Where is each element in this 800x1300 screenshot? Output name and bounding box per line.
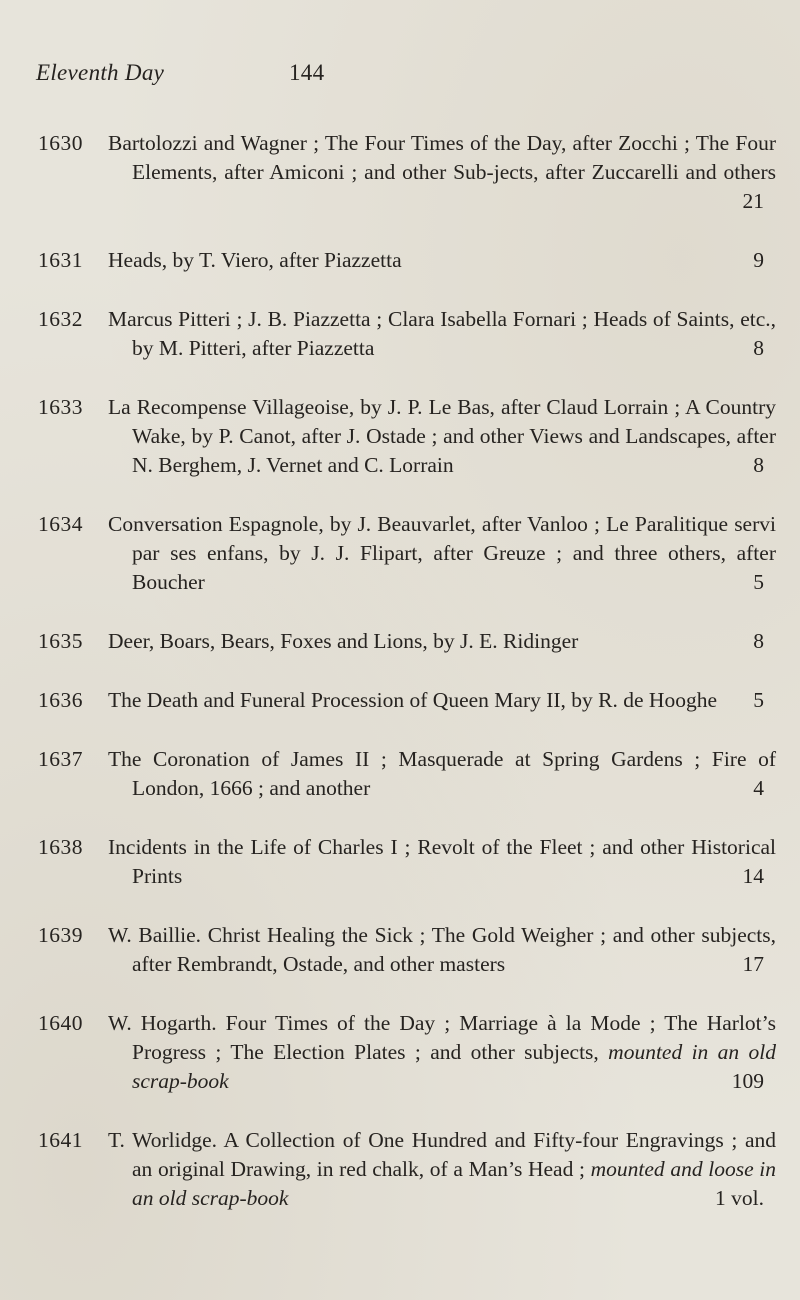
lot-description: Incidents in the Life of Charles I ; Revolt of the Fleet ; and other Historical Prints xyxy=(108,835,776,888)
lot-quantity: 8 xyxy=(753,336,764,360)
lot-quantity: 17 xyxy=(742,952,764,976)
lot-entry xyxy=(0,510,800,597)
lot-number: 1635 xyxy=(38,629,83,653)
lot-description: The Death and Funeral Procession of Queen Mary II, by R. de Hooghe xyxy=(108,688,718,712)
lot-quantity: 8 xyxy=(753,629,764,653)
lot-number: 1636 xyxy=(38,688,83,712)
lot-description: La Recompense Villageoise, by J. P. Le Bas, after Claud Lorrain ; A Country Wake, by P. Canot, after J. Ostade ; and other Views and Landscapes, after N. Berghem, J. Vernet and C. Lorrain xyxy=(108,395,776,477)
lot-description: T. Worlidge. A Collection of One Hundred and Fifty-four Engravings ; and an original Drawing, in red chalk, of a Man’s Head ; mounted and loose in an old scrap-book xyxy=(108,1128,776,1210)
lot-entry xyxy=(0,1009,800,1096)
lot-description: Marcus Pitteri ; J. B. Piazzetta ; Clara Isabella Fornari ; Heads of Saints, etc., by M. Pitteri, after Piazzetta xyxy=(108,307,776,360)
lot-description: The Coronation of James II ; Masquerade at Spring Gardens ; Fire of London, 1666 ; and another xyxy=(108,747,776,800)
lot-number: 1640 xyxy=(38,1011,83,1035)
lot-description: Bartolozzi and Wagner ; The Four Times of the Day, after Zocchi ; The Four Elements, after Amiconi ; and other Sub-jects, after Zuccarelli and others xyxy=(108,131,776,184)
lot-list xyxy=(0,129,800,1243)
lot-quantity: 5 xyxy=(753,570,764,594)
lot-quantity: 9 xyxy=(753,248,764,272)
lot-quantity: 14 xyxy=(742,864,764,888)
lot-description: W. Baillie. Christ Healing the Sick ; The Gold Weigher ; and other subjects, after Rembrandt, Ostade, and other masters xyxy=(108,923,776,976)
lot-italic-note: mounted and loose in an old scrap-book xyxy=(132,1157,776,1210)
lot-entry xyxy=(0,393,800,480)
lot-number: 1630 xyxy=(38,131,83,155)
lot-entry xyxy=(0,921,800,979)
lot-quantity: 5 xyxy=(753,688,764,712)
running-head-title: Eleventh Day xyxy=(36,60,165,85)
lot-description: Deer, Boars, Bears, Foxes and Lions, by J. E. Ridinger xyxy=(108,629,579,653)
lot-quantity: 109 xyxy=(731,1069,764,1093)
lot-number: 1631 xyxy=(38,248,83,272)
lot-description: Heads, by T. Viero, after Piazzetta xyxy=(108,248,402,272)
lot-entry xyxy=(0,686,800,715)
lot-number: 1639 xyxy=(38,923,83,947)
lot-entry xyxy=(0,627,800,656)
lot-entry xyxy=(0,129,800,216)
lot-quantity: 1 vol. xyxy=(715,1186,764,1210)
lot-number: 1641 xyxy=(38,1128,83,1152)
lot-number: 1633 xyxy=(38,395,83,419)
lot-entry xyxy=(0,246,800,275)
lot-description: W. Hogarth. Four Times of the Day ; Marriage à la Mode ; The Harlot’s Progress ; The Election Plates ; and other subjects, mounted in an old scrap-book xyxy=(108,1011,776,1093)
lot-number: 1638 xyxy=(38,835,83,859)
lot-quantity: 4 xyxy=(753,776,764,800)
lot-entry xyxy=(0,305,800,363)
page-number: 144 xyxy=(289,60,325,85)
lot-entry xyxy=(0,833,800,891)
lot-entry xyxy=(0,745,800,803)
lot-description: Conversation Espagnole, by J. Beauvarlet, after Vanloo ; Le Paralitique servi par ses enfans, by J. J. Flipart, after Greuze ; and three others, after Boucher xyxy=(108,512,776,594)
lot-number: 1634 xyxy=(38,512,83,536)
lot-number: 1632 xyxy=(38,307,83,331)
running-head xyxy=(36,60,325,86)
lot-quantity: 8 xyxy=(753,453,764,477)
lot-entry xyxy=(0,1126,800,1213)
lot-number: 1637 xyxy=(38,747,83,771)
lot-quantity: 21 xyxy=(742,189,764,213)
lot-italic-note: mounted in an old scrap-book xyxy=(132,1040,776,1093)
